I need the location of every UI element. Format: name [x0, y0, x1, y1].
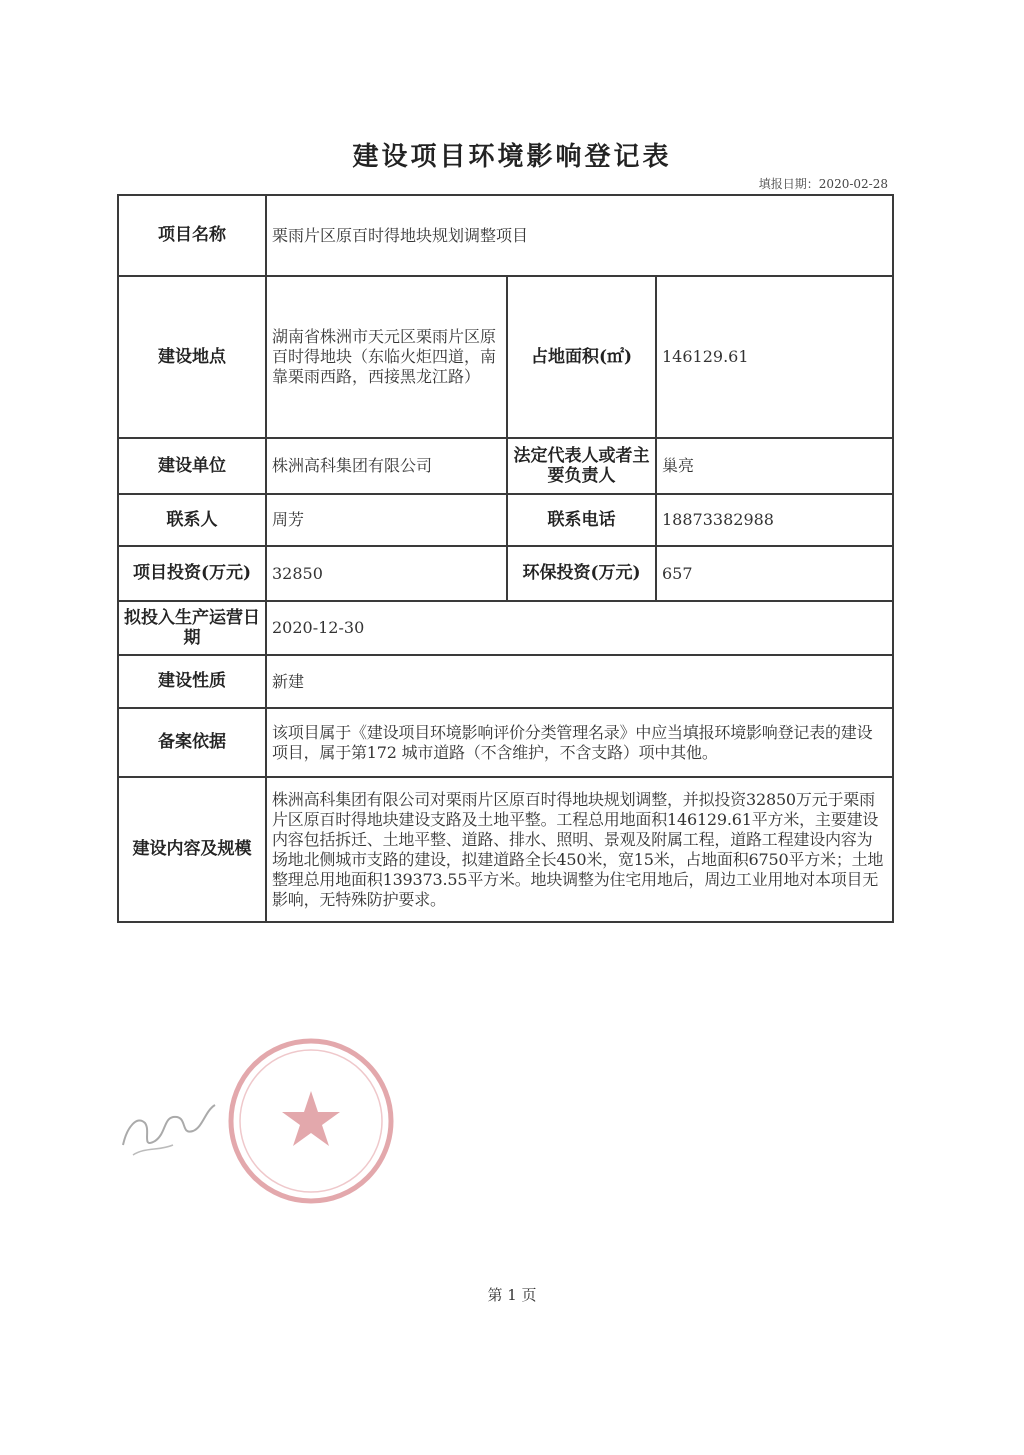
- nature-value: 新建: [266, 655, 893, 708]
- row-location: [118, 276, 893, 438]
- row-nature: [118, 655, 893, 708]
- official-seal: [225, 1035, 397, 1207]
- investment-label: 项目投资(万元): [118, 546, 266, 601]
- content-value: 株洲高科集团有限公司对栗雨片区原百时得地块规划调整，并拟投资32850万元于栗雨片区原百时得地块建设支路及土地平整。工程总用地面积146129.61平方米，主要建设内容包括拆迁、土地平整、道路、排水、照明、景观及附属工程，道路工程建设内容为场地北侧城市支路的建设，拟建道路全长450米，宽15米，占地面积6750平方米；土地整理总用地面积139373.55平方米。地块调整为住宅用地后，周边工业用地对本项目无影响，无特殊防护要求。: [266, 777, 893, 922]
- document-title: 建设项目环境影响登记表: [352, 142, 672, 172]
- builder-label: 建设单位: [118, 438, 266, 494]
- row-basis: [118, 708, 893, 777]
- env-investment-value: 657: [656, 546, 893, 601]
- contact-label: 联系人: [118, 494, 266, 546]
- legal-rep-value: 巢亮: [656, 438, 893, 494]
- row-investment: [118, 546, 893, 601]
- row-builder: [118, 438, 893, 494]
- contact-value: 周芳: [266, 494, 507, 546]
- row-content: [118, 777, 893, 922]
- content-label: 建设内容及规模: [118, 777, 266, 922]
- basis-label: 备案依据: [118, 708, 266, 777]
- operation-date-value: 2020-12-30: [266, 601, 893, 655]
- fill-date: 填报日期：2020-02-28: [758, 177, 888, 191]
- page-number: 第 1 页: [487, 1286, 537, 1304]
- registration-table: [117, 194, 894, 923]
- operation-date-label: 拟投入生产运营日期: [118, 601, 266, 655]
- phone-label: 联系电话: [507, 494, 656, 546]
- location-value: 湖南省株洲市天元区栗雨片区原百时得地块（东临火炬四道，南靠栗雨西路，西接黑龙江路）: [266, 276, 507, 438]
- legal-rep-label: 法定代表人或者主要负责人: [507, 438, 656, 494]
- env-investment-label: 环保投资(万元): [507, 546, 656, 601]
- investment-value: 32850: [266, 546, 507, 601]
- row-project-name: [118, 195, 893, 276]
- phone-value: 18873382988: [656, 494, 893, 546]
- location-label: 建设地点: [118, 276, 266, 438]
- signature-scribble: [115, 1075, 225, 1165]
- nature-label: 建设性质: [118, 655, 266, 708]
- area-value: 146129.61: [656, 276, 893, 438]
- area-label: 占地面积(㎡): [507, 276, 656, 438]
- row-contact: [118, 494, 893, 546]
- project-name-value: 栗雨片区原百时得地块规划调整项目: [266, 195, 893, 276]
- basis-value: 该项目属于《建设项目环境影响评价分类管理名录》中应当填报环境影响登记表的建设项目，属于第172 城市道路（不含维护，不含支路）项中其他。: [266, 708, 893, 777]
- project-name-label: 项目名称: [118, 195, 266, 276]
- builder-value: 株洲高科集团有限公司: [266, 438, 507, 494]
- row-operation-date: [118, 601, 893, 655]
